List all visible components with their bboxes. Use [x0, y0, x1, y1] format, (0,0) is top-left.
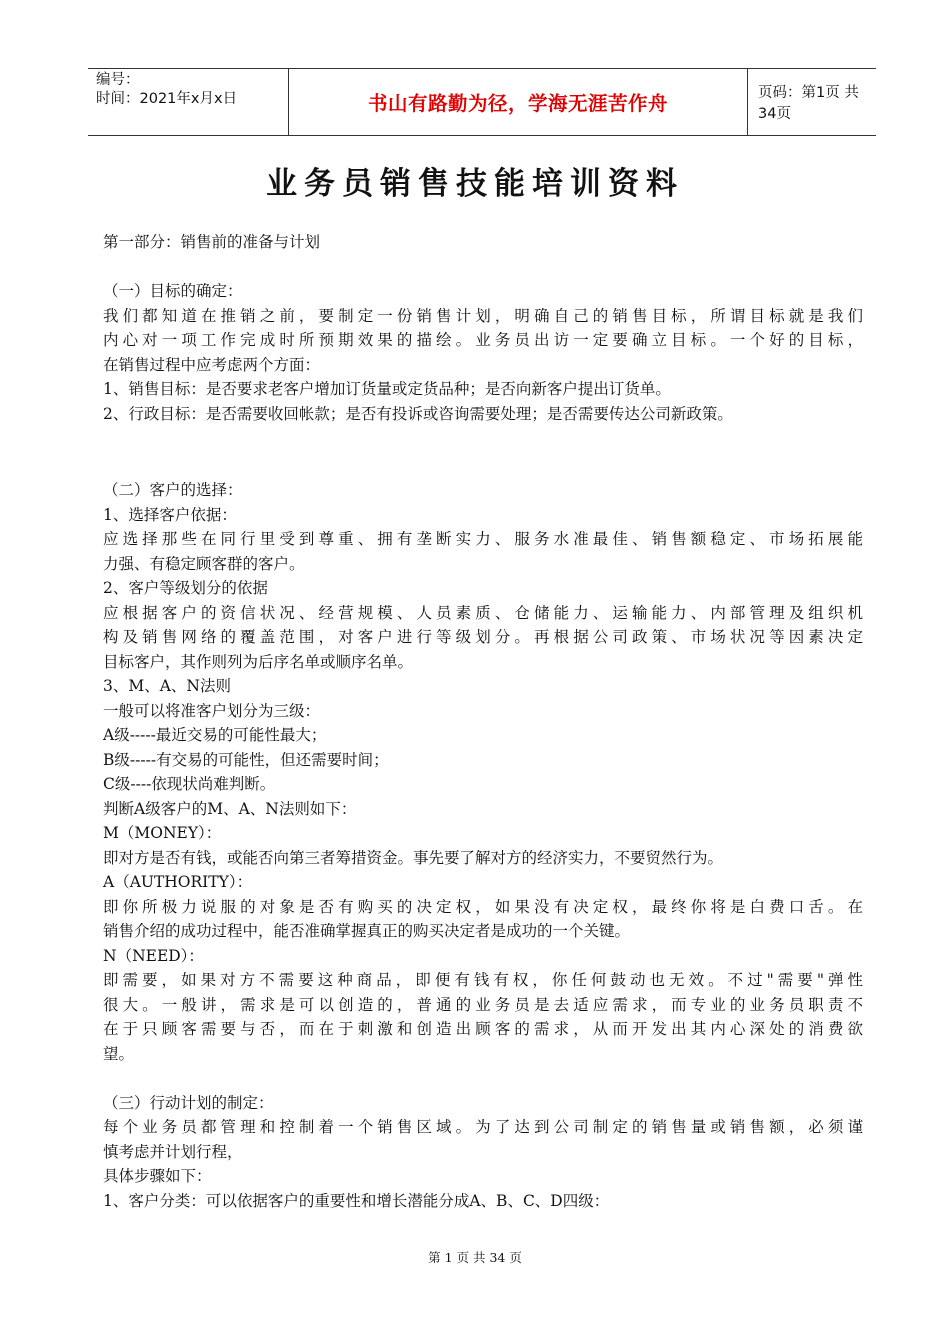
paragraph-line: 在销售过程中应考虑两个方面：: [103, 355, 321, 374]
section-heading: （一）目标的确定：: [103, 282, 243, 300]
paragraph-line: 力强、有稳定顾客群的客户。: [103, 554, 305, 573]
header-page-cell: [748, 69, 876, 135]
list-item: 1、销售目标：是否要求老客户增加订货量或定货品种；是否向新客户提出订货单。: [103, 380, 671, 398]
paragraph-line: 一般可以将准客户划分为三级：: [103, 701, 321, 720]
motto: 书山有路勤为径，学海无涯苦作舟: [367, 92, 668, 115]
document-title: 业务员销售技能培训资料: [266, 166, 684, 202]
paragraph-line: 慎考虑并计划行程，: [103, 1142, 243, 1161]
paragraph-line: 目标客户，其作则列为后序名单或顺序名单。: [103, 652, 414, 671]
list-item: 1、客户分类：可以依据客户的重要性和增长潜能分成A、B、C、D四级：: [103, 1191, 610, 1210]
document-header: [88, 68, 876, 136]
paragraph-line: 即你所极力说服的对象是否有购买的决定权，如果没有决定权，最终你将是白费口舌。在: [103, 897, 863, 916]
list-item: 2、行政目标：是否需要收回帐款；是否有投诉或咨询需要处理；是否需要传达公司新政策。: [103, 404, 733, 423]
subheading: A（AUTHORITY）：: [103, 873, 253, 891]
subheading: 2、客户等级划分的依据: [103, 579, 268, 597]
page-footer: 第 1 页 共 34 页: [428, 1250, 522, 1265]
subheading: 3、M、A、N法则: [103, 677, 231, 695]
subheading: 1、选择客户依据：: [103, 505, 237, 524]
list-item: B级-----有交易的可能性，但还需要时间；: [103, 750, 389, 769]
section-heading: （二）客户的选择：: [103, 481, 243, 499]
subheading: N（NEED）：: [103, 946, 204, 965]
time-label: 时间：2021年x月x日: [96, 91, 238, 107]
paragraph-line: 具体步骤如下：: [103, 1167, 212, 1185]
paragraph-line: 很大。一般讲，需求是可以创造的，普通的业务员是去适应需求，而专业的业务员职责不: [103, 995, 863, 1014]
paragraph-line: 在于只顾客需要与否，而在于刺激和创造出顾客的需求，从而开发出其内心深处的消费欲: [103, 1020, 863, 1038]
list-item: A级-----最近交易的可能性最大；: [103, 726, 327, 744]
page-label: 页码：第1页 共34页: [758, 85, 859, 122]
header-motto-cell: [288, 69, 748, 135]
paragraph-line: 我们都知道在推销之前，要制定一份销售计划，明确自己的销售目标，所谓目标就是我们: [103, 306, 863, 325]
paragraph-line: 销售介绍的成功过程中，能否准确掌握真正的购买决定者是成功的一个关键。: [103, 922, 631, 940]
section-heading: （三）行动计划的制定：: [103, 1093, 274, 1112]
paragraph-line: 内心对一项工作完成时所预期效果的描绘。业务员出访一定要确立目标。一个好的目标，: [103, 331, 863, 349]
number-label: 编号：: [96, 72, 140, 88]
paragraph-line: 构及销售网络的覆盖范围，对客户进行等级划分。再根据公司政策、市场状况等因素决定: [103, 628, 863, 646]
paragraph-line: 应选择那些在同行里受到尊重、拥有垄断实力、服务水准最佳、销售额稳定、市场拓展能: [103, 530, 863, 548]
paragraph-line: 每个业务员都管理和控制着一个销售区域。为了达到公司制定的销售量或销售额，必须谨: [103, 1118, 863, 1136]
paragraph-line: 即需要，如果对方不需要这种商品，即便有钱有权，你任何鼓动也无效。不过"需要"弹性: [103, 971, 863, 989]
subheading: M（MONEY）：: [103, 824, 222, 842]
header-meta: [88, 69, 288, 135]
paragraph-line: 应根据客户的资信状况、经营规模、人员素质、仓储能力、运输能力、内部管理及组织机: [103, 603, 863, 622]
paragraph-line: 判断A级客户的M、A、N法则如下：: [103, 799, 357, 818]
list-item: C级----依现状尚难判断。: [103, 775, 276, 793]
part-heading: 第一部分：销售前的准备与计划: [103, 233, 321, 251]
document-body: [103, 230, 863, 1213]
paragraph-line: 望。: [103, 1044, 135, 1063]
paragraph-line: 即对方是否有钱，或能否向第三者筹措资金。事先要了解对方的经济实力，不要贸然行为。: [103, 848, 724, 867]
